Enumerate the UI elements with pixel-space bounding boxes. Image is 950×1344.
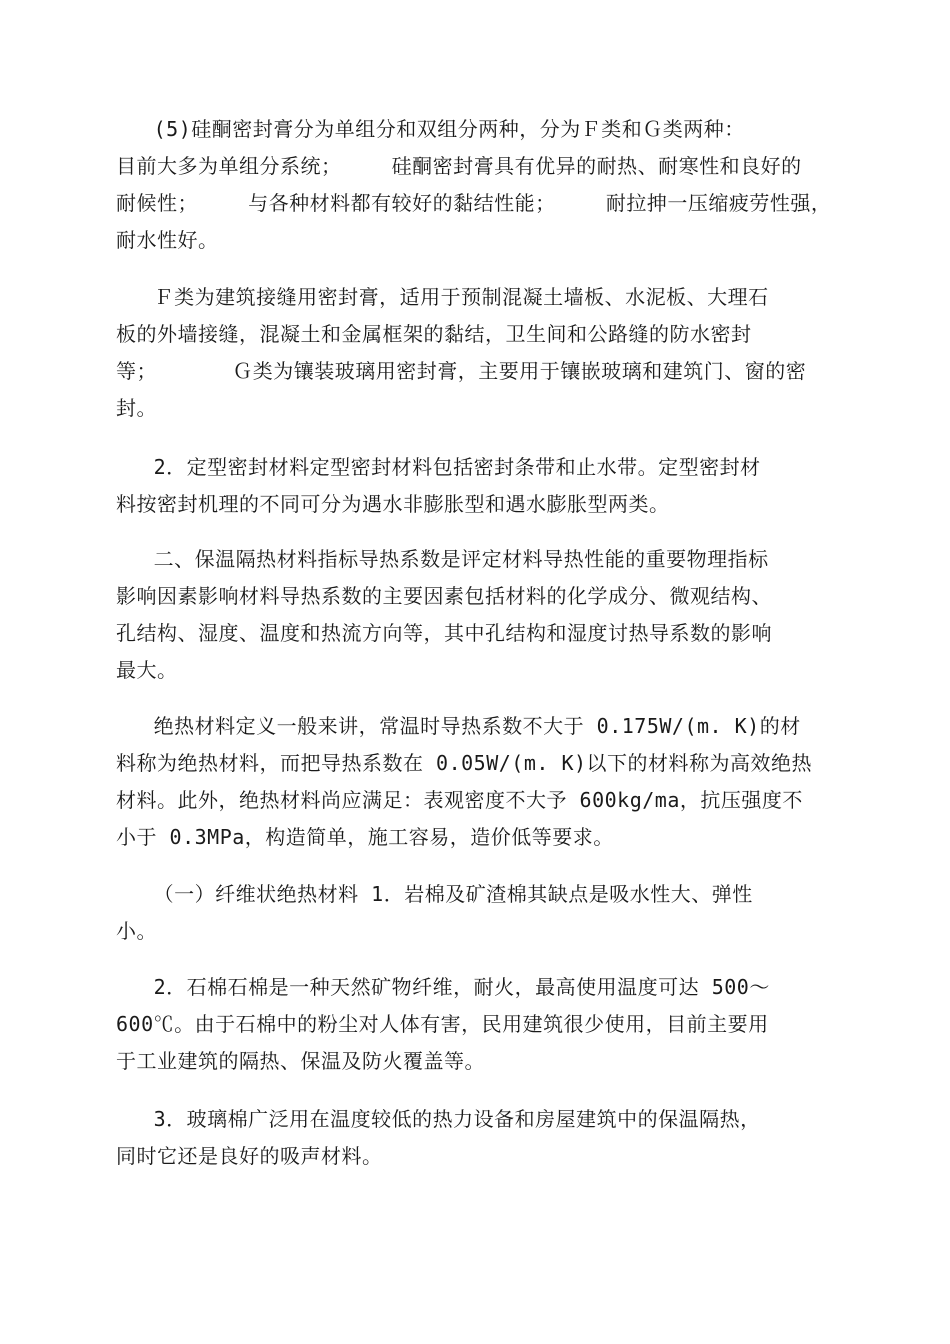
text-line: 二、保温隔热材料指标导热系数是评定材料导热性能的重要物理指标 bbox=[116, 547, 769, 571]
text-line: （一）纤维状绝热材料 1．岩棉及矿渣棉其缺点是吸水性大、弹性 bbox=[116, 882, 753, 906]
text-line: Ｆ类为建筑接缝用密封膏，适用于预制混凝土墙板、水泥板、大理石 bbox=[116, 285, 769, 309]
paragraph-shaped-sealing-material bbox=[116, 449, 840, 523]
text-line: 2．石棉石棉是一种天然矿物纤维，耐火，最高使用温度可达 500～ bbox=[116, 975, 770, 999]
text-line: 绝热材料定义一般来讲，常温时导热系数不大于 0.175W/(m. K)的材 bbox=[116, 714, 801, 738]
paragraph-asbestos bbox=[116, 969, 840, 1080]
text-line: 小。 bbox=[116, 919, 157, 943]
text-line: (5)硅酮密封膏分为单组分和双组分两种，分为Ｆ类和Ｇ类两种： bbox=[116, 117, 745, 141]
text-line: 料按密封机理的不同可分为遇水非膨胀型和遇水膨胀型两类。 bbox=[116, 492, 670, 516]
paragraph-fibrous-materials bbox=[116, 876, 840, 950]
paragraph-f-class-sealant bbox=[116, 279, 840, 427]
text-line: 耐候性； 与各种材料都有较好的黏结性能； 耐拉抻一压缩疲劳性强， bbox=[116, 191, 832, 215]
paragraph-insulation-definition bbox=[116, 708, 840, 856]
paragraph-silicone-sealant bbox=[116, 111, 840, 259]
text-line: 材料。此外，绝热材料尚应满足：表观密度不大予 600kg/ma，抗压强度不 bbox=[116, 788, 803, 812]
text-line: 同时它还是良好的吸声材料。 bbox=[116, 1144, 383, 1168]
text-line: 3．玻璃棉广泛用在温度较低的热力设备和房屋建筑中的保温隔热， bbox=[116, 1107, 761, 1131]
text-line: 料称为绝热材料，而把导热系数在 0.05W/(m. K)以下的材料称为高效绝热 bbox=[116, 751, 813, 775]
text-line: 2．定型密封材料定型密封材料包括密封条带和止水带。定型密封材 bbox=[116, 455, 761, 479]
text-line: 孔结构、湿度、温度和热流方向等，其中孔结构和湿度讨热导系数的影响 bbox=[116, 621, 772, 645]
paragraph-thermal-insulation bbox=[116, 541, 840, 689]
text-line: 耐水性好。 bbox=[116, 228, 219, 252]
text-line: 于工业建筑的隔热、保温及防火覆盖等。 bbox=[116, 1049, 485, 1073]
text-line: 影响因素影响材料导热系数的主要因素包括材料的化学成分、微观结构、 bbox=[116, 584, 772, 608]
text-line: 目前大多为单组分系统； 硅酮密封膏具有优异的耐热、耐寒性和良好的 bbox=[116, 154, 802, 178]
text-line: 最大。 bbox=[116, 658, 178, 682]
paragraph-glass-wool bbox=[116, 1101, 840, 1175]
text-line: 600℃。由于石棉中的粉尘对人体有害，民用建筑很少使用，目前主要用 bbox=[116, 1012, 769, 1036]
text-line: 封。 bbox=[116, 396, 157, 420]
text-line: 等； Ｇ类为镶装玻璃用密封膏，主要用于镶嵌玻璃和建筑门、窗的密 bbox=[116, 359, 807, 383]
text-line: 小于 0.3MPa，构造简单，施工容易，造价低等要求。 bbox=[116, 825, 614, 849]
text-line: 板的外墙接缝，混凝土和金属框架的黏结，卫生间和公路缝的防水密封 bbox=[116, 322, 752, 346]
